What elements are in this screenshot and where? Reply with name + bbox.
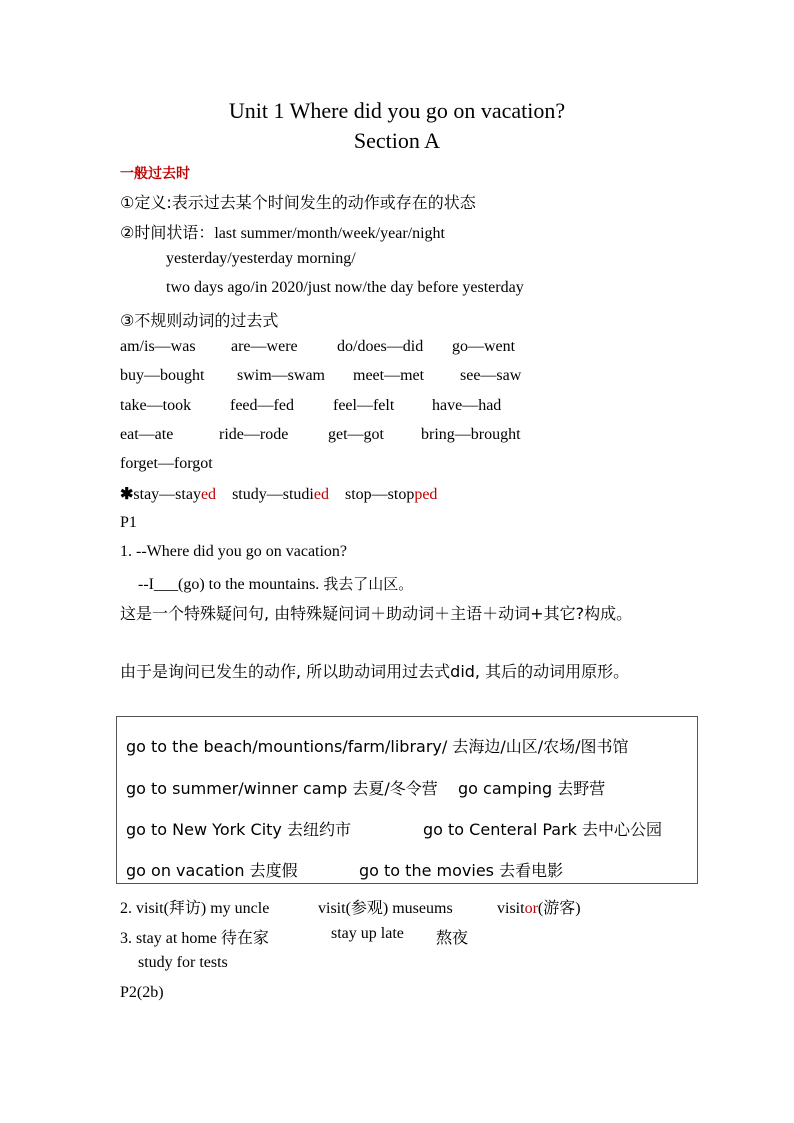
page-subtitle: Section A <box>353 128 441 153</box>
verb-pair: get—got <box>328 426 384 443</box>
phrase-line: go to New York City 去纽约市 <box>126 820 351 839</box>
page-title: Unit 1 Where did you go on vacation? <box>228 98 566 123</box>
phrase-line: go to summer/winner camp 去夏/冬令营 <box>126 779 438 798</box>
q3-stay-home: 3. stay at home 待在家 <box>120 930 269 947</box>
verb-pair: have—had <box>432 397 502 414</box>
q1-answer-cn: 我去了山区。 <box>323 575 414 593</box>
regular-verbs-line <box>120 484 437 504</box>
verb-pair: are—were <box>231 338 298 355</box>
suffix-ed: ed <box>313 486 329 503</box>
phrase-line: go to the beach/mountions/farm/library/ 去海边/山区/农场/图书馆 <box>126 737 629 756</box>
q3-stay-up-late: stay up late <box>331 925 404 942</box>
time-adverbials-line2: yesterday/yesterday morning/ <box>166 250 356 267</box>
q2-visit-uncle: 2. visit(拜访) my uncle <box>120 900 270 917</box>
phrase-box <box>116 716 698 884</box>
verb-pair: am/is—was <box>120 338 196 355</box>
verb-pair: ride—rode <box>219 426 289 443</box>
verb-pair: buy—bought <box>120 367 205 384</box>
verb-stop: stop—stop <box>344 486 415 503</box>
time-adverbials-text1: last summer/month/week/year/night <box>214 225 445 242</box>
star-icon: ✱ <box>120 486 134 503</box>
section-heading: 一般过去时 <box>120 166 190 182</box>
visitor-base: visit <box>497 900 525 917</box>
q1-answer-text: --I___(go) to the mountains. <box>138 576 320 593</box>
verb-pair: do/does—did <box>337 338 424 355</box>
suffix-ed: ed <box>200 486 217 503</box>
verb-pair: take—took <box>120 397 192 414</box>
verb-pair: eat—ate <box>120 426 174 443</box>
verb-pair: go—went <box>452 338 516 355</box>
phrase-line: go to Centeral Park 去中心公园 <box>423 820 663 839</box>
time-adverbials-line1 <box>120 220 445 243</box>
q1-question: 1. --Where did you go on vacation? <box>120 543 348 560</box>
verb-pair: forget—forgot <box>120 455 213 472</box>
verb-pair: see—saw <box>460 367 522 384</box>
irregular-heading: ③不规则动词的过去式 <box>120 311 279 330</box>
time-adverbials-line3: two days ago/in 2020/just now/the day before yesterday <box>166 279 524 296</box>
phrase-line: go on vacation 去度假 <box>126 861 298 880</box>
phrase-line: go camping 去野营 <box>458 779 606 798</box>
p2-label: P2(2b) <box>120 984 164 1001</box>
verb-study: study—studi <box>232 486 314 503</box>
q2-line <box>120 895 269 918</box>
q2-visit-museums: visit(参观) museums <box>318 900 453 917</box>
verb-pair: swim—swam <box>237 367 325 384</box>
visitor-tail: (游客) <box>537 900 581 917</box>
q3-study-for-tests: study for tests <box>138 954 228 971</box>
verb-pair: bring—brought <box>421 426 521 443</box>
suffix-or: or <box>524 900 538 917</box>
q3-stay-up-late-cn: 熬夜 <box>436 928 469 947</box>
p1-label: P1 <box>120 514 137 531</box>
verb-pair: feed—fed <box>230 397 294 414</box>
suffix-ped: ped <box>414 486 438 503</box>
q2-visitor <box>497 895 581 918</box>
time-adverbials-prefix: ②时间状语： <box>120 223 215 242</box>
q1-answer <box>138 573 413 594</box>
phrase-line: go to the movies 去看电影 <box>359 861 564 880</box>
definition-line: ①定义:表示过去某个时间发生的动作或存在的状态 <box>120 193 476 212</box>
verb-pair: meet—met <box>353 367 425 384</box>
verb-pair: feel—felt <box>333 397 395 414</box>
q1-note2: 由于是询问已发生的动作, 所以助动词用过去式did, 其后的动词用原形。 <box>120 662 630 681</box>
verb-stay: stay—stay <box>133 486 201 503</box>
q1-note1: 这是一个特殊疑问句, 由特殊疑问词＋助动词＋主语＋动词+其它?构成。 <box>120 604 633 623</box>
